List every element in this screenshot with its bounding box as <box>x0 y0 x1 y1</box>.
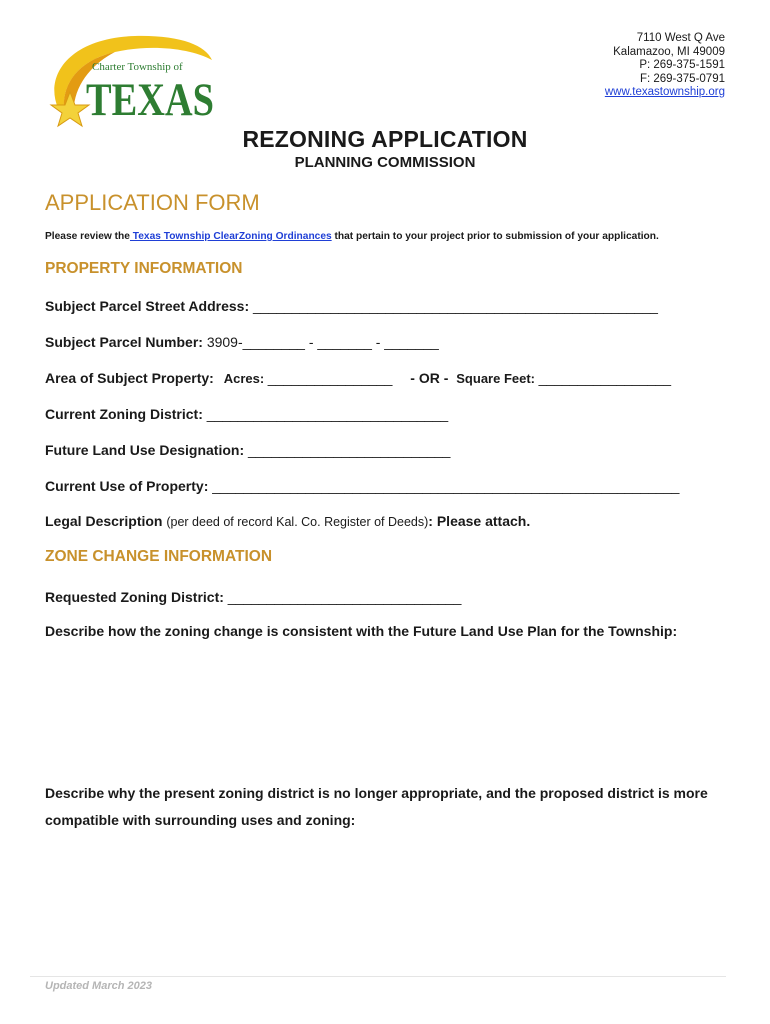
legal-description-suffix: : Please attach. <box>428 513 531 529</box>
review-prefix: Please review the <box>45 231 130 242</box>
logo-top-text: Charter Township of <box>92 61 183 73</box>
street-address-field[interactable] <box>45 298 658 314</box>
page-title: REZONING APPLICATION <box>242 126 528 152</box>
acres-label: Acres: <box>223 371 268 386</box>
parcel-number-blank[interactable]: 3909-________ - _______ - _______ <box>206 334 439 350</box>
zone-change-heading: ZONE CHANGE INFORMATION <box>45 548 273 565</box>
property-information-heading: PROPERTY INFORMATION <box>45 260 243 277</box>
page-subtitle: PLANNING COMMISSION <box>294 154 476 171</box>
legal-description-note: (per deed of record Kal. Co. Register of Deeds) <box>166 515 429 529</box>
address-street: 7110 West Q Ave <box>636 32 725 44</box>
current-use-blank[interactable]: ____________________________________________________________ <box>212 478 680 494</box>
future-land-use-label: Future Land Use Designation: <box>45 442 249 458</box>
logo-main-text: TEXAS <box>86 74 214 126</box>
address-city: Kalamazoo, MI 49009 <box>613 45 725 58</box>
parcel-number-field[interactable] <box>45 334 439 350</box>
future-land-use-field[interactable] <box>45 442 450 458</box>
square-feet-label: Square Feet: <box>456 371 539 386</box>
street-address-blank[interactable]: ____________________________________________________ <box>253 298 658 314</box>
parcel-number-label: Subject Parcel Number: <box>45 334 207 350</box>
current-zoning-label: Current Zoning District: <box>45 406 207 422</box>
legal-description-field <box>45 513 530 529</box>
application-form-heading: APPLICATION FORM <box>45 190 260 215</box>
requested-zoning-label: Requested Zoning District: <box>45 589 228 605</box>
legal-description-label: Legal Description <box>45 513 167 529</box>
current-zoning-blank[interactable]: _______________________________ <box>206 406 449 422</box>
area-label: Area of Subject Property: <box>45 370 214 386</box>
area-field[interactable] <box>45 370 671 386</box>
requested-zoning-blank[interactable]: ______________________________ <box>227 589 462 605</box>
website-link[interactable]: www.texastownship.org <box>604 86 725 98</box>
street-address-label: Subject Parcel Street Address: <box>45 298 254 314</box>
clearzoning-ordinances-link[interactable]: Texas Township ClearZoning Ordinances <box>129 231 332 242</box>
address-phone: P: 269-375-1591 <box>639 59 725 71</box>
future-land-use-blank[interactable]: __________________________ <box>248 442 451 458</box>
consistency-question: Describe how the zoning change is consistent with the Future Land Use Plan for the Township: <box>45 623 678 639</box>
current-use-label: Current Use of Property: <box>45 478 213 494</box>
current-use-field[interactable] <box>45 478 679 494</box>
or-separator: - OR - <box>410 370 449 386</box>
updated-date: Updated March 2023 <box>45 980 152 992</box>
footer-divider <box>30 976 726 977</box>
current-zoning-field[interactable] <box>45 406 448 422</box>
review-notice <box>45 231 659 242</box>
acres-blank[interactable]: ________________ <box>267 370 393 386</box>
township-address <box>605 32 725 100</box>
requested-zoning-field[interactable] <box>45 589 461 605</box>
square-feet-blank[interactable]: _________________ <box>538 370 671 386</box>
texas-township-logo <box>40 30 220 130</box>
address-fax: F: 269-375-0791 <box>639 72 725 85</box>
appropriateness-question: Describe why the present zoning district is no longer appropriate, and the proposed district is more compatible with surrounding uses and zoning: <box>45 785 708 828</box>
review-suffix: that pertain to your project prior to submission of your application. <box>331 231 659 242</box>
